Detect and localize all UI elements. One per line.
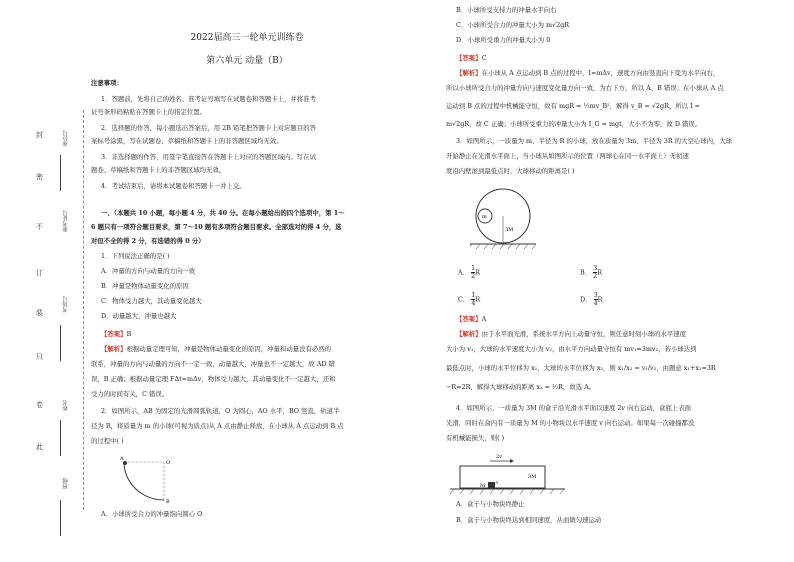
- binding-char: 只: [36, 353, 43, 361]
- notice-line: 3．非选择题的作答，用签字笔直接答在答题卡上对应的答题区域内。写在试: [101, 153, 316, 161]
- notice-line: 2．选择题的作答，每小题选出答案后，用 2B 铅笔把答题卡上对应题目的答: [101, 124, 316, 132]
- q3-option-b: B． $\frac{3}{2}$ R: [580, 264, 603, 280]
- q3-option-d: D． $\frac{3}{4}$ R: [580, 291, 603, 307]
- q1-analysis-line: 误，B 正确；根据动量定理 FΔt=mΔv，物体受力越大，其动量变化不一定越大，还和: [91, 375, 336, 383]
- notice-heading: 注意事项：: [91, 79, 123, 87]
- q1-option: D．动量越大，冲量也越大: [101, 312, 177, 320]
- section-instruction: 对但不全的得 2 分，有选错的得 0 分）: [91, 237, 205, 245]
- q2-option: B．小球所受支持力的冲量水平向右: [456, 6, 557, 14]
- seat-number-field[interactable]: [60, 155, 61, 191]
- q2-analysis-line: m√2gR，故 C 正确；小球所受重力的冲量大小为 I_G = mgt，大小不为零，故 D 错误。: [446, 120, 702, 128]
- notice-line: 题卷、草稿纸和答题卡上的非答题区域均无效。: [91, 166, 226, 174]
- q2-answer: 【答案】C: [456, 54, 487, 62]
- notice-line: 4．考试结束后，请将本试题卷和答题卡一并上交。: [101, 182, 246, 190]
- q2-stem: 2．如图所示，AB 为固定的光滑圆弧轨道，O 为圆心，AO 水平，BO 竖直，轨道半: [101, 407, 340, 415]
- name-label: 姓名: [63, 400, 69, 411]
- q2-stem: 的过程中( ): [91, 437, 124, 445]
- q1-analysis-line: 联系，冲量的方向与动量的方向不一定一致，动量越大，冲量也不一定越大，故 AD 错: [91, 360, 335, 368]
- exam-room-field[interactable]: [60, 325, 61, 361]
- q1-stem: 1．下列说法正确的是( ): [101, 252, 170, 260]
- q2-analysis-line: 运动到 B 点的过程中机械能守恒，故有 mgR = ½mv_B²，解得 v_B = √2gR，所以 I =: [446, 102, 701, 110]
- notice-line: 1．答题前，先将自己的姓名、准考证号填写在试题卷和答题卡上，并将准考: [101, 95, 316, 103]
- q2-stem: 径为 R，将质量为 m 的小球(可视为质点)从 A 点由静止释放，在小球从 A 点运动到 B 点: [91, 422, 344, 430]
- notice-line: 证号条形码粘贴在答题卡上的指定位置。: [91, 108, 207, 116]
- q2-option: A．小球所受合力的冲量指向圆心 O: [101, 510, 203, 518]
- q1-analysis-line: 受力的时间有关，C 错误。: [91, 390, 169, 398]
- binding-dashed-line: [83, 110, 84, 510]
- q2-option: D．小球所受重力的冲量大小为 0: [456, 36, 551, 44]
- binding-char: 封: [36, 131, 43, 139]
- notice-line: 案标号涂黑，写在试题卷、草稿纸和答题卡上的非答题区域均无效。: [91, 137, 283, 145]
- binding-char: 装: [36, 309, 43, 317]
- q3-analysis-line: 大小为 v₁，大球的水平速度大小为 v₂，由水平方向动量守恒有 mv₁=3mv₂，若小球达到: [446, 345, 697, 353]
- class-label: 班级: [63, 478, 69, 489]
- q1-option: B．冲量是物体动量变化的原因: [101, 282, 189, 290]
- q2-label-A: A: [120, 456, 124, 462]
- q1-option: C．物体受力越大，其动量变化越大: [101, 297, 202, 305]
- q3-stem: 度沿内壁滚到最低点时，大球移动的距离是( ): [446, 167, 575, 175]
- q1-analysis: 【解析】根据动量定理可知，冲量是物体动量变化的原因，冲量和动量没有必然的: [101, 345, 332, 353]
- name-field[interactable]: [60, 420, 61, 456]
- q3-label-M: 3M: [505, 227, 514, 233]
- q3-answer: 【答案】A: [456, 315, 487, 323]
- q2-option: C．小球所受合力的冲量大小为 m√2gR: [456, 21, 570, 29]
- q3-label-m: m: [482, 214, 487, 220]
- q4-box-figure: [450, 454, 570, 496]
- q4-label-2v: 2v: [496, 454, 503, 460]
- q4-option: A．盒子与小物块终静止: [456, 500, 525, 508]
- binding-char: 此: [36, 443, 43, 451]
- page-subtitle: 第六单元 动量（B）: [206, 56, 288, 66]
- exam-id-label: 准考证号: [63, 210, 69, 232]
- section-instruction: 6 题只有一项符合题目要求，第 7～10 题有多项符合题目要求。全部选对的得 4 分，选: [91, 223, 342, 231]
- q2-label-B: B: [166, 499, 170, 505]
- q2-analysis-line: 所以小球所受合力的冲量方向与速度变化量方向一致，为右下方，所以 A、B 错误；在小球从 A 点: [446, 84, 724, 92]
- q3-option-c: C． $\frac{1}{4}$ R: [458, 291, 481, 307]
- q4-label-M: M: [480, 483, 486, 489]
- q4-label-3M: 3M: [528, 474, 537, 480]
- q2-arc-figure: [120, 456, 180, 506]
- q4-stem: 光滑，同时在盒内有一质量为 M 的小物块以水平速度 v 向右运动。如果每一次碰撞都没: [446, 419, 695, 427]
- q4-label-v: v: [496, 481, 499, 486]
- q4-stem: 4．如图所示，一质量为 3M 的盒子沿光滑水平面以速度 2v 向右运动，盒底上表面: [456, 404, 691, 412]
- q2-analysis: 【解析】在小球从 A 点运动到 B 点的过程中，I=mΔv，速度方向由竖直向下变为水平向右，: [456, 69, 720, 77]
- q3-sphere-figure: [470, 183, 540, 253]
- q3-stem: 开始静止在光滑水平面上，当小球从如图所示的位置（两球心在同一水平面上）无初速: [446, 152, 689, 160]
- q3-option-a: A． $\frac{1}{2}$ R: [458, 264, 480, 280]
- q3-analysis: 【解析】由于水平面光滑，系统水平方向上动量守恒，则任意时刻小球的水平速度: [456, 330, 687, 338]
- section-instruction: 一、（本题共 10 小题，每小题 4 分，共 40 分。在每小题给出的四个选项中，第 1～: [101, 209, 345, 217]
- q4-stem: 有机械能损失，则( ): [446, 434, 505, 442]
- page-title: 2022届高三一轮单元训练卷: [190, 33, 304, 43]
- q3-stem: 3．如图所示，一质量为 m、半径为 R 的小球，放在质量为 3m、半径为 3R 的大空心球内，大球: [456, 137, 733, 145]
- seat-number-label: 座位号: [63, 130, 69, 147]
- q2-label-O: O: [166, 460, 171, 466]
- binding-char: 卷: [36, 401, 43, 409]
- exam-room-label: 考场号: [63, 296, 69, 313]
- class-field[interactable]: [60, 500, 61, 536]
- binding-char: 不: [36, 223, 43, 231]
- q1-answer: 【答案】B: [101, 330, 132, 338]
- binding-char: 订: [36, 269, 43, 277]
- q4-option: B．盒子与小物块终达到相同速度，从而做匀速运动: [456, 516, 602, 524]
- q1-option: A．冲量的方向与动量的方向一致: [101, 267, 196, 275]
- q3-analysis-line: −R=2R，解得大球移动的距离 x₂ = ½R，故选 A。: [446, 383, 596, 391]
- q3-analysis-line: 最低点时，小球的水平位移为 x₁，大球的水平位移为 x₂，则 x₁/x₂ = v₁/v₂，由题意 x₁+x₂=3R: [446, 364, 716, 372]
- binding-char: 密: [36, 173, 43, 181]
